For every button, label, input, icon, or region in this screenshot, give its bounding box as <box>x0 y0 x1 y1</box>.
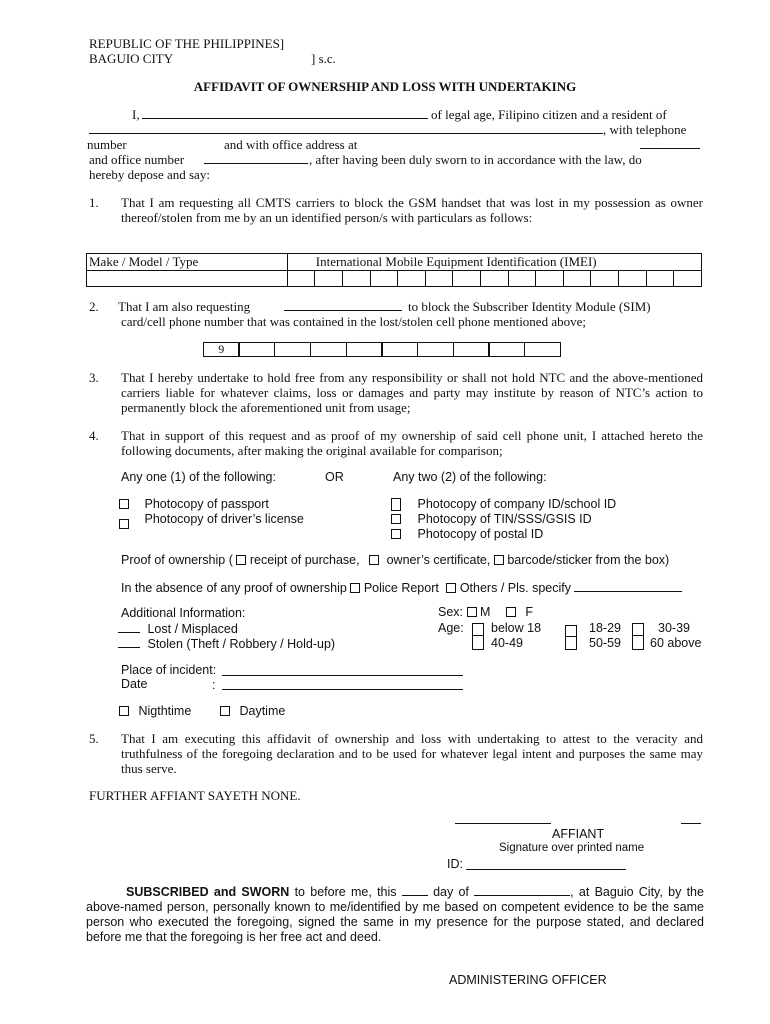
intro-office-number: and office number <box>89 152 185 167</box>
or-label: OR <box>325 470 344 484</box>
imei-digit-cell[interactable] <box>508 271 536 287</box>
signature-over-name: Signature over printed name <box>499 842 645 854</box>
item2-number: 2. <box>89 299 99 314</box>
intro-legal-age: of legal age, Filipino citizen and a resident of <box>431 107 667 122</box>
item2-text-a: That I am also requesting <box>118 299 251 314</box>
tin-checkbox[interactable] <box>391 514 401 524</box>
below18-label: below 18 <box>491 621 542 635</box>
item4-text: That in support of this request and as proof of my ownership of said cell phone unit, I attached hereto the following documents, after making the original available for comparison; <box>121 428 703 458</box>
sim-digit-cell[interactable] <box>524 342 561 357</box>
further-affiant: FURTHER AFFIANT SAYETH NONE. <box>89 788 301 803</box>
female-label: F <box>525 605 534 619</box>
at-baguio: , at Baguio City, <box>570 885 663 899</box>
additional-info-label: Additional Information: <box>121 606 246 620</box>
place-of-incident-label: Place of incident: <box>121 663 217 677</box>
document-title: AFFIDAVIT OF OWNERSHIP AND LOSS WITH UNDERTAKING <box>193 79 577 94</box>
sim-digit-cell[interactable] <box>488 342 525 357</box>
imei-digit-cell[interactable] <box>536 271 564 287</box>
carrier-field[interactable] <box>284 299 402 311</box>
stolen-label: Stolen (Theft / Robbery / Hold-up) <box>147 637 336 651</box>
date-label: Date <box>121 677 148 691</box>
imei-digit-cell[interactable] <box>481 271 509 287</box>
age-30-39-checkbox[interactable] <box>632 623 644 650</box>
company-id-label: Photocopy of company ID/school ID <box>417 497 617 511</box>
receipt-checkbox[interactable] <box>236 555 246 565</box>
nighttime-option[interactable] <box>119 704 191 718</box>
subscribed-rest: by the above-named person, personally known to me/identified by me based on competent evidence to be the same person who executed the foregoing, signed the same in my presence for the purpose stated, and declared before me that the foregoing is her free act and deed. <box>86 885 704 944</box>
barcode-checkbox[interactable] <box>494 555 504 565</box>
passport-label: Photocopy of passport <box>144 497 269 511</box>
checkbox-divider <box>472 635 483 636</box>
date-field[interactable] <box>222 678 463 690</box>
subscribed-a: to before me, this <box>294 885 397 899</box>
month-field[interactable] <box>474 884 570 896</box>
daytime-checkbox[interactable] <box>220 706 230 716</box>
police-report-checkbox[interactable] <box>350 583 360 593</box>
age-18-29-checkbox[interactable] <box>565 625 577 650</box>
administering-officer: ADMINISTERING OFFICER <box>449 973 607 987</box>
subscribed-bold: SUBSCRIBED and SWORN <box>126 885 290 899</box>
signature-line <box>455 823 551 824</box>
nighttime-checkbox[interactable] <box>119 706 129 716</box>
residence-field[interactable] <box>89 122 603 134</box>
drivers-license-option[interactable] <box>119 512 304 529</box>
intro-sworn-text: , after having been duly sworn to in accordance with the law, do <box>309 152 642 167</box>
sim-digit-cell[interactable] <box>453 342 490 357</box>
affiant-name-field[interactable] <box>142 107 428 119</box>
intro-i-label: I, <box>132 107 140 122</box>
receipt-label: receipt of purchase, <box>249 553 360 567</box>
header-city: BAGUIO CITY <box>89 51 174 66</box>
age-40-49-label: 40-49 <box>491 636 523 650</box>
imei-digit-cell[interactable] <box>646 271 674 287</box>
intro-depose: hereby depose and say: <box>89 167 210 182</box>
date-colon: : <box>212 678 216 692</box>
drivers-license-checkbox[interactable] <box>119 519 129 529</box>
intro-number-label: number <box>87 137 127 152</box>
any-two-label: Any two (2) of the following: <box>393 470 547 484</box>
postal-id-checkbox[interactable] <box>391 529 401 539</box>
sim-digit-cell[interactable] <box>310 342 347 357</box>
age-below18-checkbox[interactable] <box>472 623 484 650</box>
checkbox-divider <box>632 635 643 636</box>
item5-text: That I am executing this affidavit of ownership and loss with undertaking to attest to the veracity and truthfulness of the foregoing declaration and to be used for whatever legal intent and purposes the same may thus serve. <box>121 731 703 776</box>
tin-option[interactable] <box>391 512 592 526</box>
sim-digit-cell[interactable]: 9 <box>203 342 240 357</box>
age-18-29-label: 18-29 <box>589 621 621 635</box>
drivers-license-label: Photocopy of driver’s license <box>144 512 304 526</box>
imei-digit-cell[interactable] <box>315 271 343 287</box>
male-checkbox[interactable] <box>467 607 477 617</box>
others-specify-field[interactable] <box>574 580 682 592</box>
owners-cert-checkbox[interactable] <box>369 555 379 565</box>
lost-option[interactable] <box>118 621 238 636</box>
proof-label: Proof of ownership ( <box>121 553 233 567</box>
sim-digit-cell[interactable] <box>381 342 418 357</box>
item2-text-c: card/cell phone number that was contained in the lost/stolen cell phone mentioned above; <box>121 314 586 329</box>
proof-of-ownership-row <box>121 553 669 567</box>
id-label: ID: <box>447 857 463 871</box>
stolen-mark-field[interactable] <box>118 636 140 648</box>
day-field[interactable] <box>402 884 428 896</box>
affiant-label: AFFIANT <box>552 827 605 841</box>
header-sc: ] s.c. <box>311 51 336 66</box>
passport-checkbox[interactable] <box>119 499 129 509</box>
owners-cert-label: owner’s certificate, <box>386 553 491 567</box>
male-label: M <box>479 605 491 619</box>
daytime-label: Daytime <box>239 704 286 718</box>
lost-label: Lost / Misplaced <box>147 622 238 636</box>
sim-digit-cell[interactable] <box>238 342 275 357</box>
office-number-field[interactable] <box>204 152 308 164</box>
item3-text: That I hereby undertake to hold free from any responsibility or shall not hold NTC and the above-mentioned carriers liable for whatever claims, loss or damages and party may institute by reason of NTC’s action to permanently block the aforementioned unit from usage; <box>121 370 703 415</box>
age-50-59-label: 50-59 <box>589 636 621 650</box>
postal-id-option[interactable] <box>391 527 543 541</box>
header-republic: REPUBLIC OF THE PHILIPPINES] <box>89 36 285 51</box>
imei-digit-cell[interactable] <box>398 271 426 287</box>
imei-digit-cell[interactable] <box>674 271 702 287</box>
passport-option[interactable] <box>119 497 269 511</box>
others-label: Others / Pls. specify <box>459 581 571 595</box>
sim-digit-cell[interactable] <box>346 342 383 357</box>
place-of-incident-field[interactable] <box>222 664 463 676</box>
sex-label: Sex: <box>438 605 464 619</box>
imei-table <box>86 253 702 287</box>
imei-header: International Mobile Equipment Identification (IMEI) <box>287 254 701 271</box>
item3-number: 3. <box>89 370 99 385</box>
absence-label: In the absence of any proof of ownership <box>121 581 347 595</box>
police-report-label: Police Report <box>363 581 439 595</box>
stolen-option[interactable] <box>118 636 335 651</box>
lost-mark-field[interactable] <box>118 621 140 633</box>
sex-row <box>438 605 533 619</box>
imei-digit-cell[interactable] <box>425 271 453 287</box>
item5-number: 5. <box>89 731 99 746</box>
sim-number-boxes <box>204 342 561 357</box>
others-checkbox[interactable] <box>446 583 456 593</box>
nighttime-label: Nigthtime <box>138 704 192 718</box>
id-field[interactable] <box>466 858 626 870</box>
make-model-header: Make / Model / Type <box>87 254 288 271</box>
age-label: Age: <box>438 621 464 635</box>
signature-line-end <box>681 823 701 824</box>
age-60-above-label: 60 above <box>650 636 702 650</box>
daytime-option[interactable] <box>220 704 285 718</box>
item1-text: That I am requesting all CMTS carriers to block the GSM handset that was lost in my possession as owner thereof/stolen from me by an un identified person/s with particulars as follows: <box>121 195 703 225</box>
item1-number: 1. <box>89 195 99 210</box>
intro-with-telephone: , with telephone <box>603 122 687 137</box>
subscribed-paragraph <box>86 884 704 945</box>
any-one-label: Any one (1) of the following: <box>121 470 276 484</box>
barcode-label: barcode/sticker from the box) <box>507 553 670 567</box>
company-id-checkbox[interactable] <box>391 498 401 511</box>
item4-number: 4. <box>89 428 99 443</box>
intro-office-address: and with office address at <box>224 137 358 152</box>
checkbox-divider <box>565 636 576 637</box>
imei-digit-cell[interactable] <box>619 271 647 287</box>
imei-digit-cell[interactable] <box>287 271 315 287</box>
office-address-field[interactable] <box>640 137 700 149</box>
age-30-39-label: 30-39 <box>658 621 690 635</box>
tin-label: Photocopy of TIN/SSS/GSIS ID <box>417 512 592 526</box>
postal-id-label: Photocopy of postal ID <box>417 527 544 541</box>
sim-digit-cell[interactable] <box>417 342 454 357</box>
item2-text-b: to block the Subscriber Identity Module (SIM) <box>408 299 651 314</box>
day-of-label: day of <box>433 885 469 899</box>
imei-digit-cell[interactable] <box>591 271 619 287</box>
imei-digit-cell[interactable] <box>342 271 370 287</box>
company-id-option[interactable] <box>391 497 616 511</box>
female-checkbox[interactable] <box>506 607 516 617</box>
sim-digit-cell[interactable] <box>274 342 311 357</box>
imei-digit-cell[interactable] <box>563 271 591 287</box>
make-model-field[interactable] <box>87 271 288 287</box>
imei-digit-cell[interactable] <box>370 271 398 287</box>
absence-row <box>121 580 682 595</box>
imei-digit-cell[interactable] <box>453 271 481 287</box>
